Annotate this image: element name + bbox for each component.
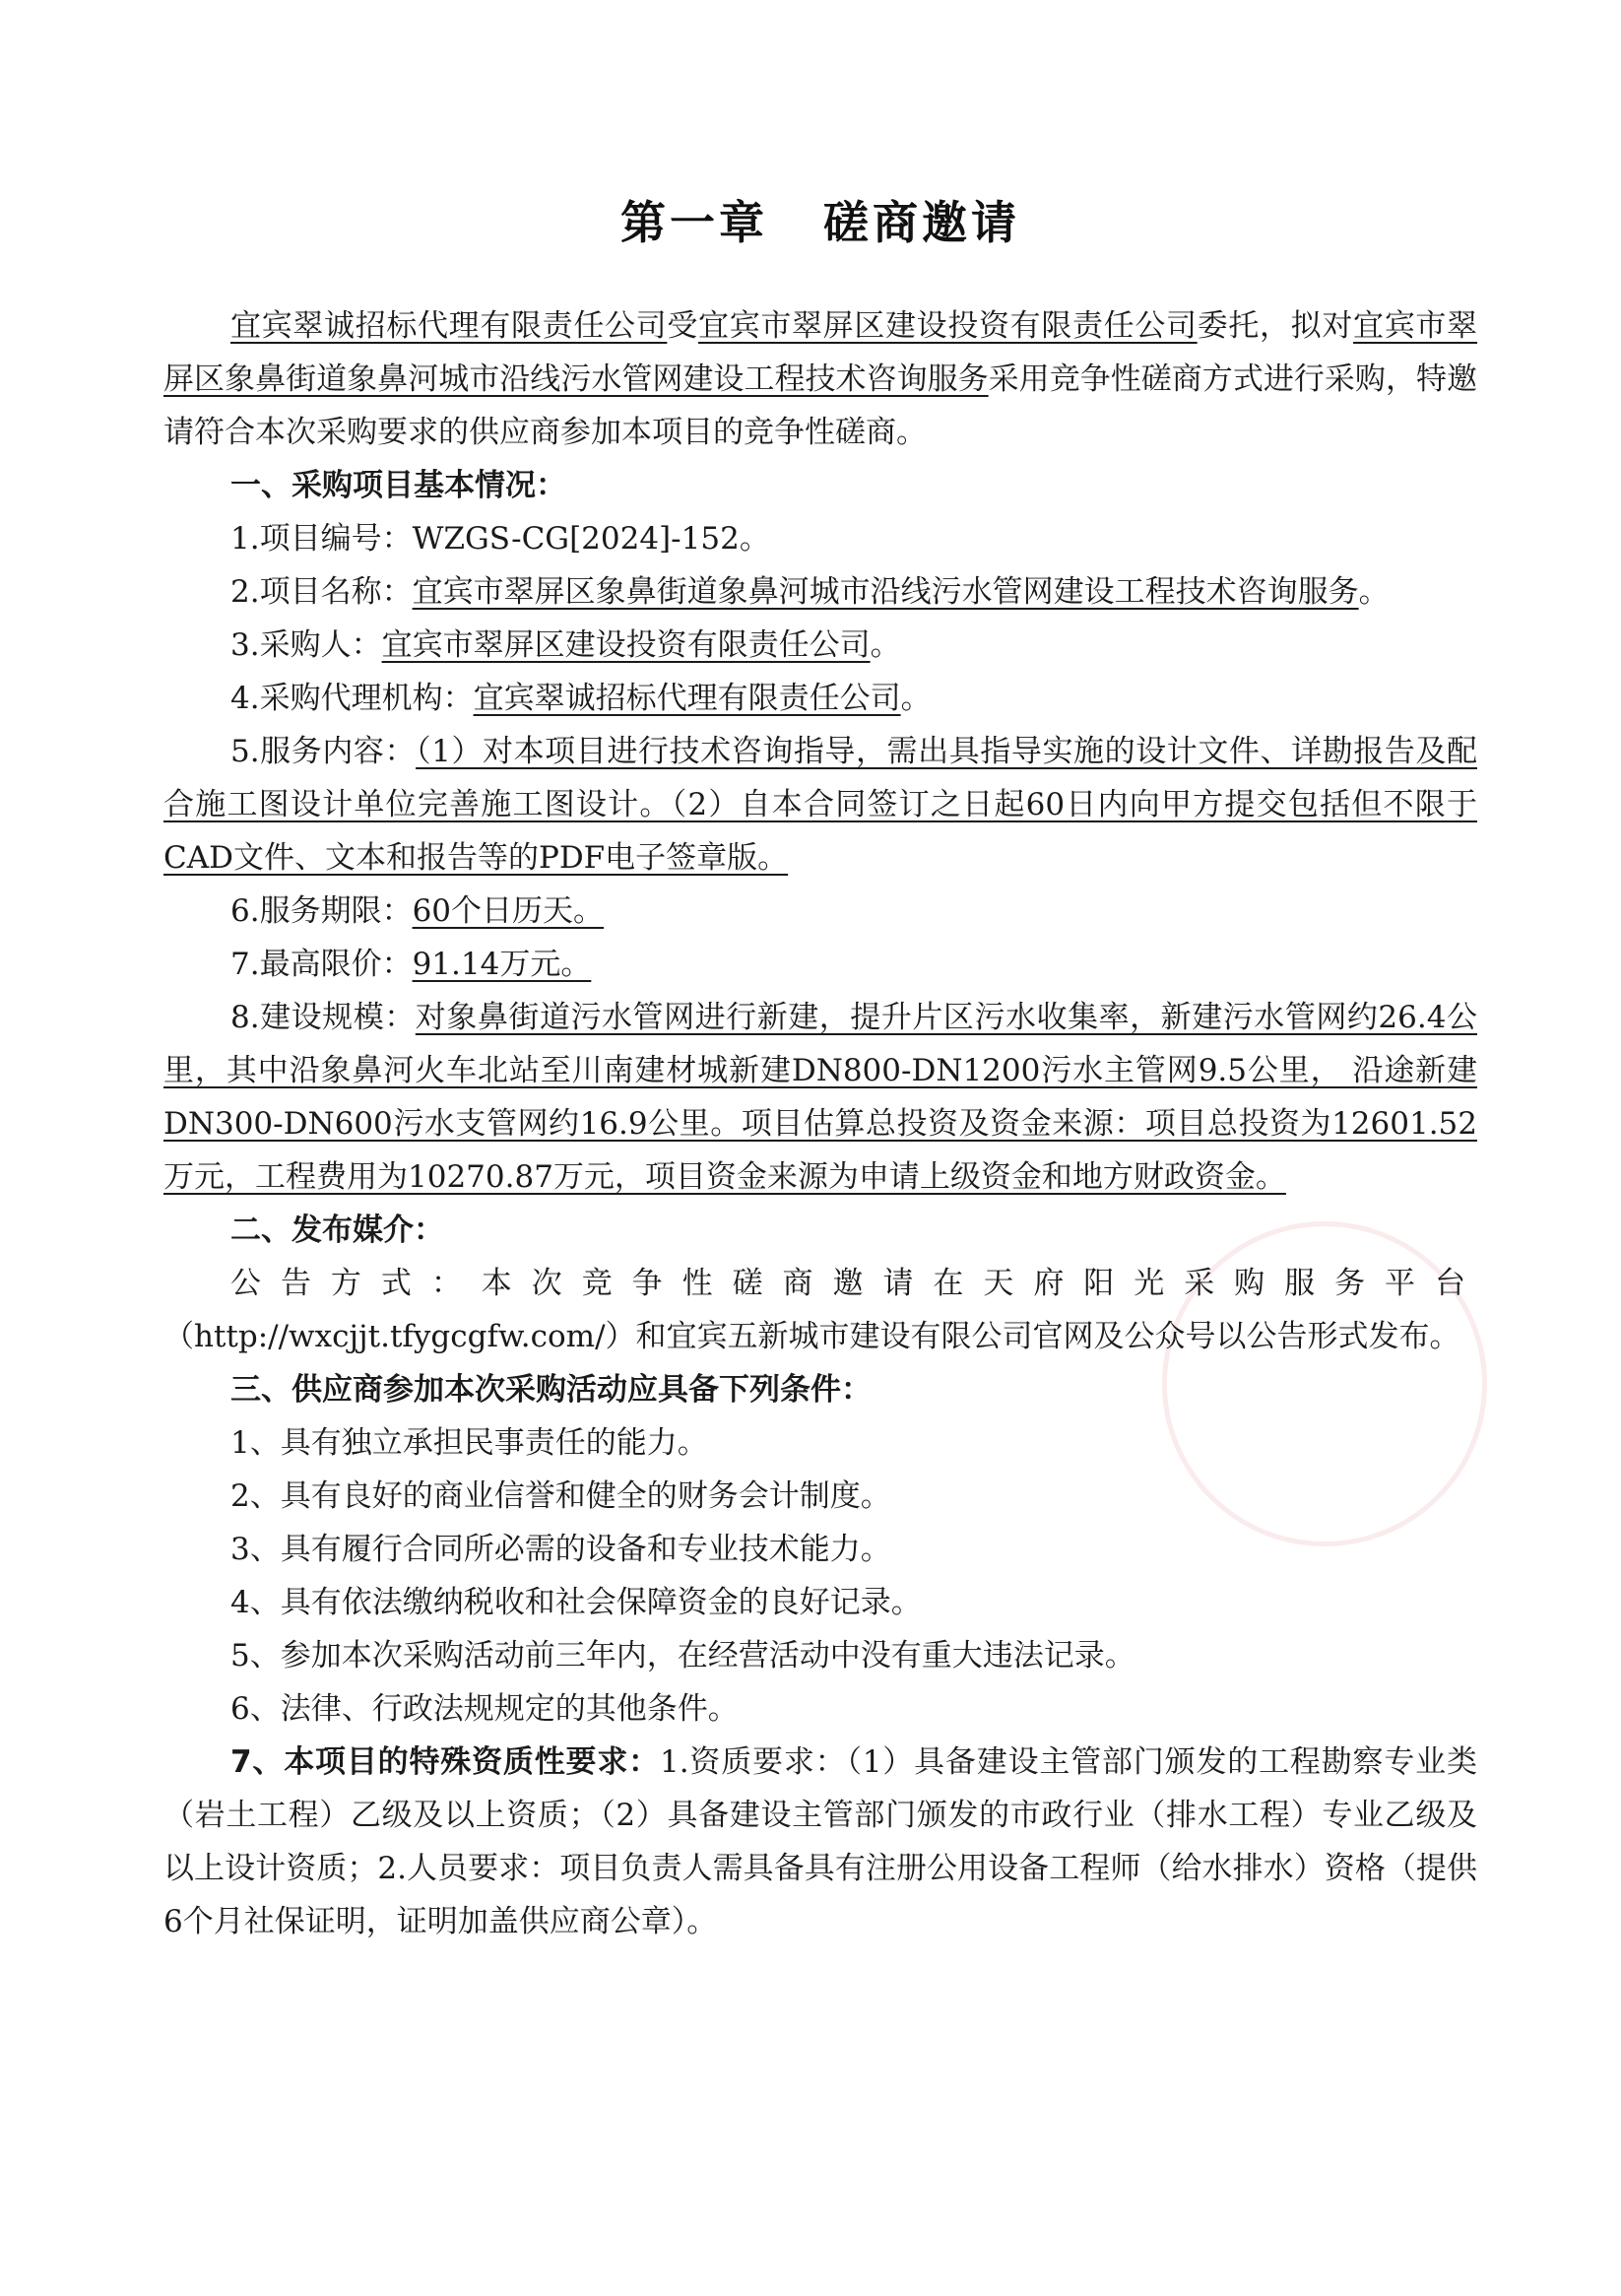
chapter-number: 第一章 bbox=[620, 196, 768, 249]
chapter-title bbox=[163, 187, 1477, 252]
document-page bbox=[163, 167, 1477, 1948]
section1-heading: 一、采购项目基本情况： bbox=[230, 468, 566, 503]
max-price: 7.最高限价：91.14万元。 bbox=[230, 947, 592, 982]
agent-name: 宜宾翠诚招标代理有限责任公司 bbox=[230, 308, 668, 344]
condition-item: 6、法律、行政法规规定的其他条件。 bbox=[230, 1691, 739, 1727]
condition-item: 1、具有独立承担民事责任的能力。 bbox=[230, 1425, 708, 1461]
project-name-line: 2.项目名称：宜宾市翠屏区象鼻街道象鼻河城市沿线污水管网建设工程技术咨询服务。 bbox=[230, 574, 1390, 610]
condition-item: 2、具有良好的商业信誉和健全的财务会计制度。 bbox=[230, 1478, 891, 1514]
intro-paragraph: 宜宾翠诚招标代理有限责任公司受宜宾市翠屏区建设投资有限责任公司委托，拟对宜宾市翠屏区象鼻街道象鼻河城市沿线污水管网建设工程技术咨询服务采用竞争性磋商方式进行采购，特邀请符合本次采购要求的供应商参加本项目的竞争性磋商。 bbox=[163, 308, 1478, 450]
construction-scale: 8.建设规模：对象鼻街道污水管网进行新建，提升片区污水收集率，新建污水管网约26.4公里，其中沿象鼻河火车北站至川南建材城新建DN800-DN1200污水主管网9.5公里， 沿途新建DN300-DN600污水支管网约16.9公里。项目估算总投资及资金来源：项目总投资为12601.52万元，工程费用为10270.87万元，项目资金来源为申请上级资金和地方财政资金。 bbox=[163, 1000, 1477, 1195]
section2-heading: 二、发布媒介： bbox=[230, 1213, 444, 1248]
buyer-line: 3.采购人：宜宾市翠屏区建设投资有限责任公司。 bbox=[230, 627, 901, 663]
purchaser-name: 宜宾市翠屏区建设投资有限责任公司 bbox=[698, 308, 1198, 344]
agency-line: 4.采购代理机构：宜宾翠诚招标代理有限责任公司。 bbox=[230, 681, 932, 716]
condition-item: 4、具有依法缴纳税收和社会保障资金的良好记录。 bbox=[230, 1585, 922, 1620]
condition-item: 5、参加本次采购活动前三年内，在经营活动中没有重大违法记录。 bbox=[230, 1638, 1135, 1673]
service-period: 6.服务期限：60个日历天。 bbox=[230, 893, 605, 929]
section3-heading: 三、供应商参加本次采购活动应具备下列条件： bbox=[230, 1372, 872, 1408]
service-content: 5.服务内容：（1）对本项目进行技术咨询指导，需出具指导实施的设计文件、详勘报告及配合施工图设计单位完善施工图设计。（2）自本合同签订之日起60日内向甲方提交包括但不限于CAD文件、文本和报告等的PDF电子签章版。 bbox=[163, 734, 1477, 876]
publish-media: 公告方式：本次竞争性磋商邀请在天府阳光采购服务平台（http://wxcjjt.tfygcgfw.com/）和宜宾五新城市建设有限公司官网及公众号以公告形式发布。 bbox=[163, 1266, 1477, 1354]
chapter-name: 磋商邀请 bbox=[823, 196, 1020, 249]
project-name: 宜宾市翠屏区象鼻街道象鼻河城市沿线污水管网建设工程技术咨询服务 bbox=[163, 308, 1478, 397]
condition-item: 3、具有履行合同所必需的设备和专业技术能力。 bbox=[230, 1532, 891, 1567]
project-code: 1.项目编号：WZGS-CG[2024]-152。 bbox=[230, 521, 770, 557]
special-qualification: 7、本项目的特殊资质性要求：1.资质要求：（1）具备建设主管部门颁发的工程勘察专业类（岩土工程）乙级及以上资质；（2）具备建设主管部门颁发的市政行业（排水工程）专业乙级及以上设计资质；2.人员要求：项目负责人需具备具有注册公用设备工程师（给水排水）资格（提供6个月社保证明，证明加盖供应商公章）。 bbox=[163, 1744, 1477, 1939]
